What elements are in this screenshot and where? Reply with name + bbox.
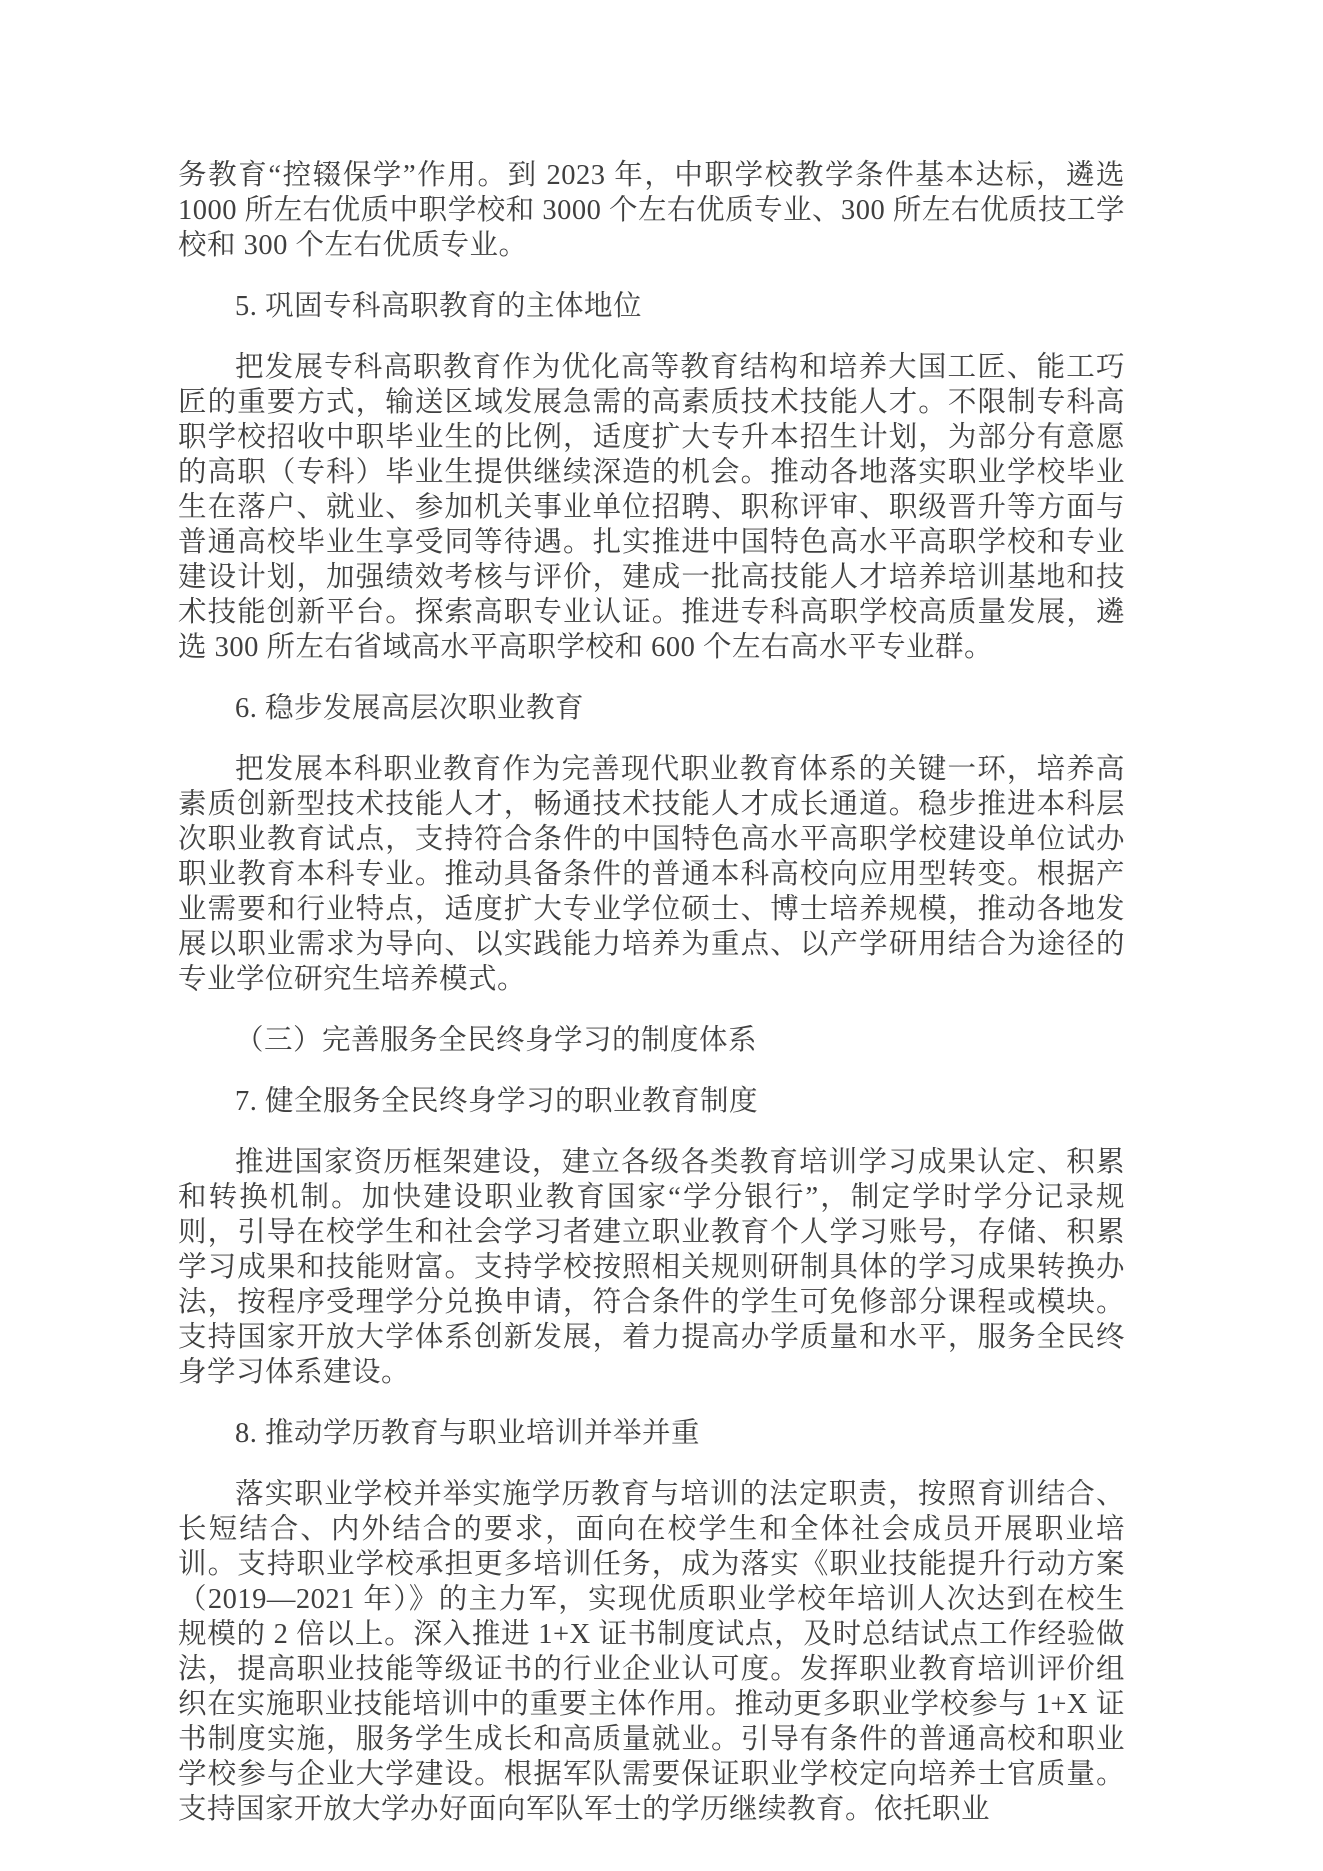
section-heading: 7. 健全服务全民终身学习的职业教育制度	[235, 1086, 759, 1117]
section-heading: （三）完善服务全民终身学习的制度体系	[235, 1025, 758, 1056]
section-heading: 6. 稳步发展高层次职业教育	[235, 693, 585, 724]
body-paragraph: 推进国家资历框架建设，建立各级各类教育培训学习成果认定、积累和转换机制。加快建设职业教育国家“学分银行”，制定学时学分记录规则，引导在校学生和社会学习者建立职业教育个人学习账号，存储、积累学习成果和技能财富。支持学校按照相关规则研制具体的学习成果转换办法，按程序受理学分兑换申请，符合条件的学生可免修部分课程或模块。支持国家开放大学体系创新发展，着力提高办学质量和水平，服务全民终身学习体系建设。	[178, 1147, 1125, 1388]
section-heading: 8. 推动学历教育与职业培训并举并重	[235, 1418, 701, 1449]
section-heading: 5. 巩固专科高职教育的主体地位	[235, 291, 643, 322]
document-text	[178, 158, 1125, 1827]
body-paragraph: 落实职业学校并举实施学历教育与培训的法定职责，按照育训结合、长短结合、内外结合的要求，面向在校学生和全体社会成员开展职业培训。支持职业学校承担更多培训任务，成为落实《职业技能提升行动方案（2019—2021 年）》的主力军，实现优质职业学校年培训人次达到在校生规模的 2 倍以上。深入推进 1+X 证书制度试点，及时总结试点工作经验做法，提高职业技能等级证书的行业企业认可度。发挥职业教育培训评价组织在实施职业技能培训中的重要主体作用。推动更多职业学校参与 1+X 证书制度实施，服务学生成长和高质量就业。引导有条件的普通高校和职业学校参与企业大学建设。根据军队需要保证职业学校定向培养士官质量。支持国家开放大学办好面向军队军士的学历继续教育。依托职业	[178, 1479, 1125, 1825]
body-paragraph: 把发展专科高职教育作为优化高等教育结构和培养大国工匠、能工巧匠的重要方式，输送区域发展急需的高素质技术技能人才。不限制专科高职学校招收中职毕业生的比例，适度扩大专升本招生计划，为部分有意愿的高职（专科）毕业生提供继续深造的机会。推动各地落实职业学校毕业生在落户、就业、参加机关事业单位招聘、职称评审、职级晋升等方面与普通高校毕业生享受同等待遇。扎实推进中国特色高水平高职学校和专业建设计划，加强绩效考核与评价，建成一批高技能人才培养培训基地和技术技能创新平台。探索高职专业认证。推进专科高职学校高质量发展，遴选 300 所左右省域高水平高职学校和 600 个左右高水平专业群。	[178, 352, 1125, 663]
body-paragraph: 把发展本科职业教育作为完善现代职业教育体系的关键一环，培养高素质创新型技术技能人才，畅通技术技能人才成长通道。稳步推进本科层次职业教育试点，支持符合条件的中国特色高水平高职学校建设单位试办职业教育本科专业。推动具备条件的普通本科高校向应用型转变。根据产业需要和行业特点，适度扩大专业学位硕士、博士培养规模，推动各地发展以职业需求为导向、以实践能力培养为重点、以产学研用结合为途径的专业学位研究生培养模式。	[178, 754, 1125, 995]
body-paragraph: 务教育“控辍保学”作用。到 2023 年，中职学校教学条件基本达标，遴选 1000 所左右优质中职学校和 3000 个左右优质专业、300 所左右优质技工学校和 300 个左右优质专业。	[178, 160, 1125, 261]
